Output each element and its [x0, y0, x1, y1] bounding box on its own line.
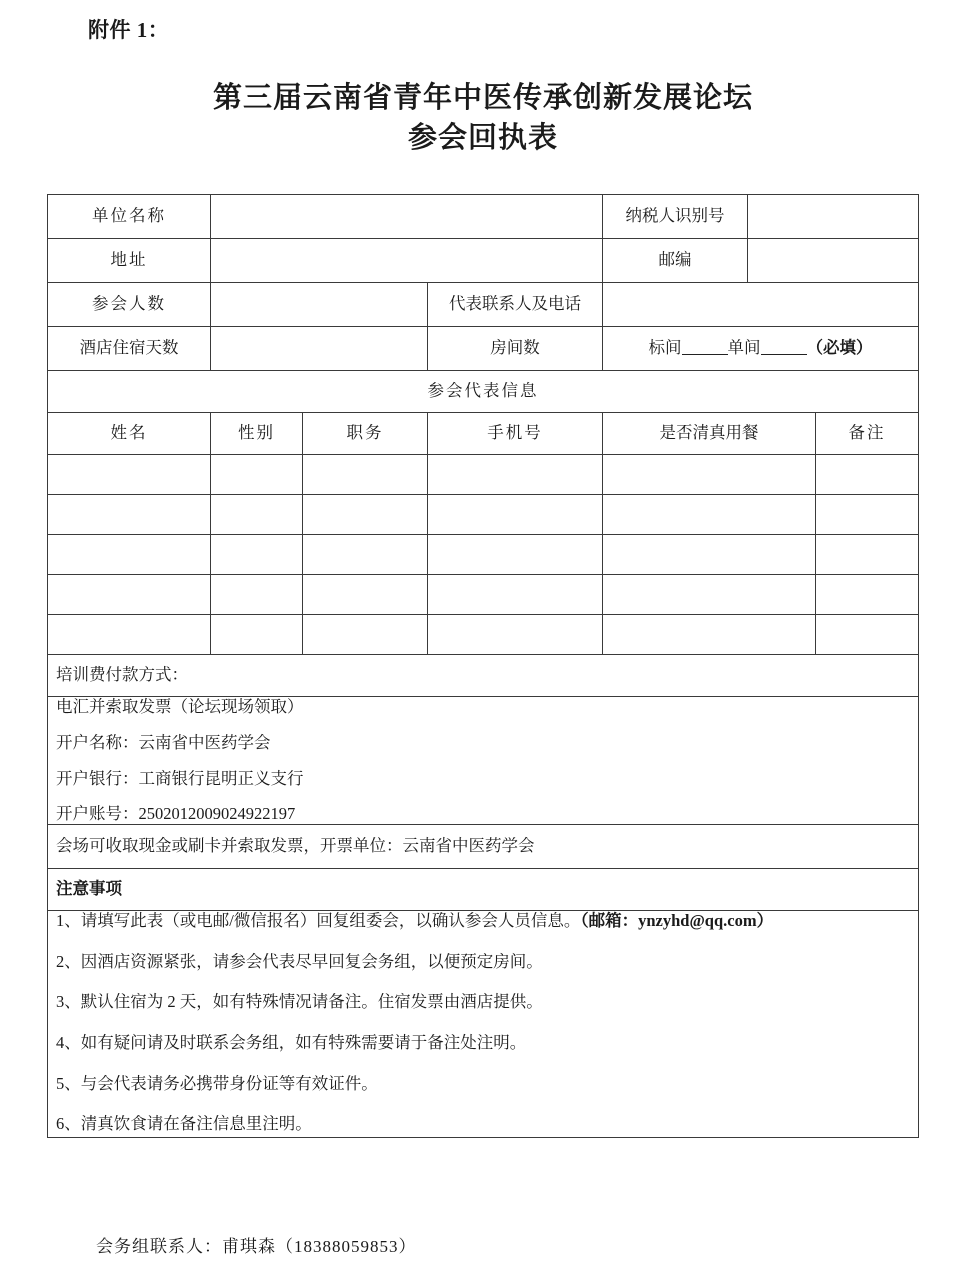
field-contact-person-phone[interactable] — [603, 283, 919, 327]
cell-remark[interactable] — [816, 535, 919, 575]
table-row-notes-heading — [48, 869, 919, 911]
note-item-5: 5、与会代表请务必携带身份证等有效证件。 — [56, 1073, 378, 1093]
notes-list — [48, 911, 919, 1138]
label-postcode: 邮编 — [603, 239, 748, 283]
note-item-3: 3、默认住宿为 2 天，如有特殊情况请备注。住宿发票由酒店提供。 — [56, 992, 543, 1012]
cell-halal-meal[interactable] — [603, 575, 816, 615]
room-type-single-blank[interactable] — [761, 354, 807, 355]
table-row-payment-details — [48, 697, 919, 825]
cell-mobile[interactable] — [428, 575, 603, 615]
attachment-label: 附件 1： — [88, 18, 170, 42]
delegates-section-title: 参会代表信息 — [48, 371, 919, 413]
field-room-type[interactable] — [603, 327, 919, 371]
title-line-2: 参会回执表 — [407, 122, 558, 154]
cell-name[interactable] — [48, 495, 211, 535]
note-item-6: 6、清真饮食请在备注信息里注明。 — [56, 1114, 312, 1134]
cell-gender[interactable] — [211, 575, 303, 615]
cell-gender[interactable] — [211, 495, 303, 535]
footer-contact-line: 会务组联系人：甫琪森（18388059853） — [96, 1237, 417, 1256]
table-row-delegates-header — [48, 413, 919, 455]
label-contact-person-phone: 代表联系人及电话 — [428, 283, 603, 327]
cell-halal-meal[interactable] — [603, 615, 816, 655]
field-hotel-nights[interactable] — [211, 327, 428, 371]
table-row-notes-body — [48, 911, 919, 1138]
cell-mobile[interactable] — [428, 535, 603, 575]
notes-heading: 注意事项 — [48, 869, 919, 911]
cell-name[interactable] — [48, 535, 211, 575]
note-item-1-email: （邮箱：ynzyhd@qq.com） — [580, 911, 774, 931]
note-item-4: 4、如有疑问请及时联系会务组，如有特殊需要请于备注处注明。 — [56, 1033, 527, 1053]
cell-gender[interactable] — [211, 535, 303, 575]
cell-halal-meal[interactable] — [603, 455, 816, 495]
field-attendee-count[interactable] — [211, 283, 428, 327]
field-address[interactable] — [211, 239, 603, 283]
cell-mobile[interactable] — [428, 455, 603, 495]
payment-method-line: 电汇并索取发票（论坛现场领取） — [56, 697, 304, 716]
cell-position[interactable] — [303, 495, 428, 535]
table-row — [48, 575, 919, 615]
field-postcode[interactable] — [748, 239, 919, 283]
cell-gender[interactable] — [211, 455, 303, 495]
payment-heading: 培训费付款方式： — [48, 655, 919, 697]
label-hotel-nights: 酒店住宿天数 — [48, 327, 211, 371]
field-taxpayer-id[interactable] — [748, 195, 919, 239]
payment-details — [48, 697, 919, 825]
onsite-payment-line: 会场可收取现金或刷卡并索取发票，开票单位：云南省中医药学会 — [48, 825, 919, 869]
col-header-remark: 备注 — [816, 413, 919, 455]
room-type-required-note: （必填） — [806, 338, 873, 358]
cell-position[interactable] — [303, 535, 428, 575]
col-header-halal-meal: 是否清真用餐 — [603, 413, 816, 455]
table-row-unit-name — [48, 195, 919, 239]
label-taxpayer-id: 纳税人识别号 — [603, 195, 748, 239]
label-room-count: 房间数 — [428, 327, 603, 371]
cell-mobile[interactable] — [428, 495, 603, 535]
note-item-2: 2、因酒店资源紧张，请参会代表尽早回复会务组，以便预定房间。 — [56, 951, 543, 971]
table-row-hotel-nights — [48, 327, 919, 371]
table-row-onsite-payment — [48, 825, 919, 869]
room-type-single-label: 单间 — [727, 338, 761, 358]
cell-remark[interactable] — [816, 575, 919, 615]
col-header-mobile: 手机号 — [428, 413, 603, 455]
title-line-1: 第三届云南省青年中医传承创新发展论坛 — [212, 82, 753, 114]
table-row — [48, 455, 919, 495]
cell-mobile[interactable] — [428, 615, 603, 655]
label-unit-name: 单位名称 — [48, 195, 211, 239]
cell-name[interactable] — [48, 455, 211, 495]
table-row-payment-heading — [48, 655, 919, 697]
room-type-standard-label: 标间 — [648, 338, 682, 358]
payment-bank-line: 开户银行：工商银行昆明正义支行 — [56, 768, 304, 788]
table-row-delegates-title — [48, 371, 919, 413]
cell-position[interactable] — [303, 455, 428, 495]
payment-account-name-line: 开户名称：云南省中医药学会 — [56, 732, 271, 752]
col-header-position: 职务 — [303, 413, 428, 455]
col-header-gender: 性别 — [211, 413, 303, 455]
cell-gender[interactable] — [211, 615, 303, 655]
payment-account-number-line: 开户账号：2502012009024922197 — [56, 804, 296, 824]
room-type-standard-blank[interactable] — [682, 354, 728, 355]
cell-halal-meal[interactable] — [603, 495, 816, 535]
registration-form-table — [47, 194, 919, 1138]
cell-position[interactable] — [303, 615, 428, 655]
note-item-1 — [56, 911, 910, 932]
note-item-1-text: 1、请填写此表（或电邮/微信报名）回复组委会，以确认参会人员信息。 — [56, 911, 581, 931]
table-row — [48, 615, 919, 655]
cell-remark[interactable] — [816, 495, 919, 535]
table-row — [48, 535, 919, 575]
label-address: 地址 — [48, 239, 211, 283]
table-row-address — [48, 239, 919, 283]
document-title — [0, 78, 966, 158]
table-row-attendee-count — [48, 283, 919, 327]
cell-halal-meal[interactable] — [603, 535, 816, 575]
field-unit-name[interactable] — [211, 195, 603, 239]
table-row — [48, 495, 919, 535]
cell-position[interactable] — [303, 575, 428, 615]
label-attendee-count: 参会人数 — [48, 283, 211, 327]
col-header-name: 姓名 — [48, 413, 211, 455]
cell-name[interactable] — [48, 575, 211, 615]
cell-remark[interactable] — [816, 455, 919, 495]
cell-name[interactable] — [48, 615, 211, 655]
cell-remark[interactable] — [816, 615, 919, 655]
